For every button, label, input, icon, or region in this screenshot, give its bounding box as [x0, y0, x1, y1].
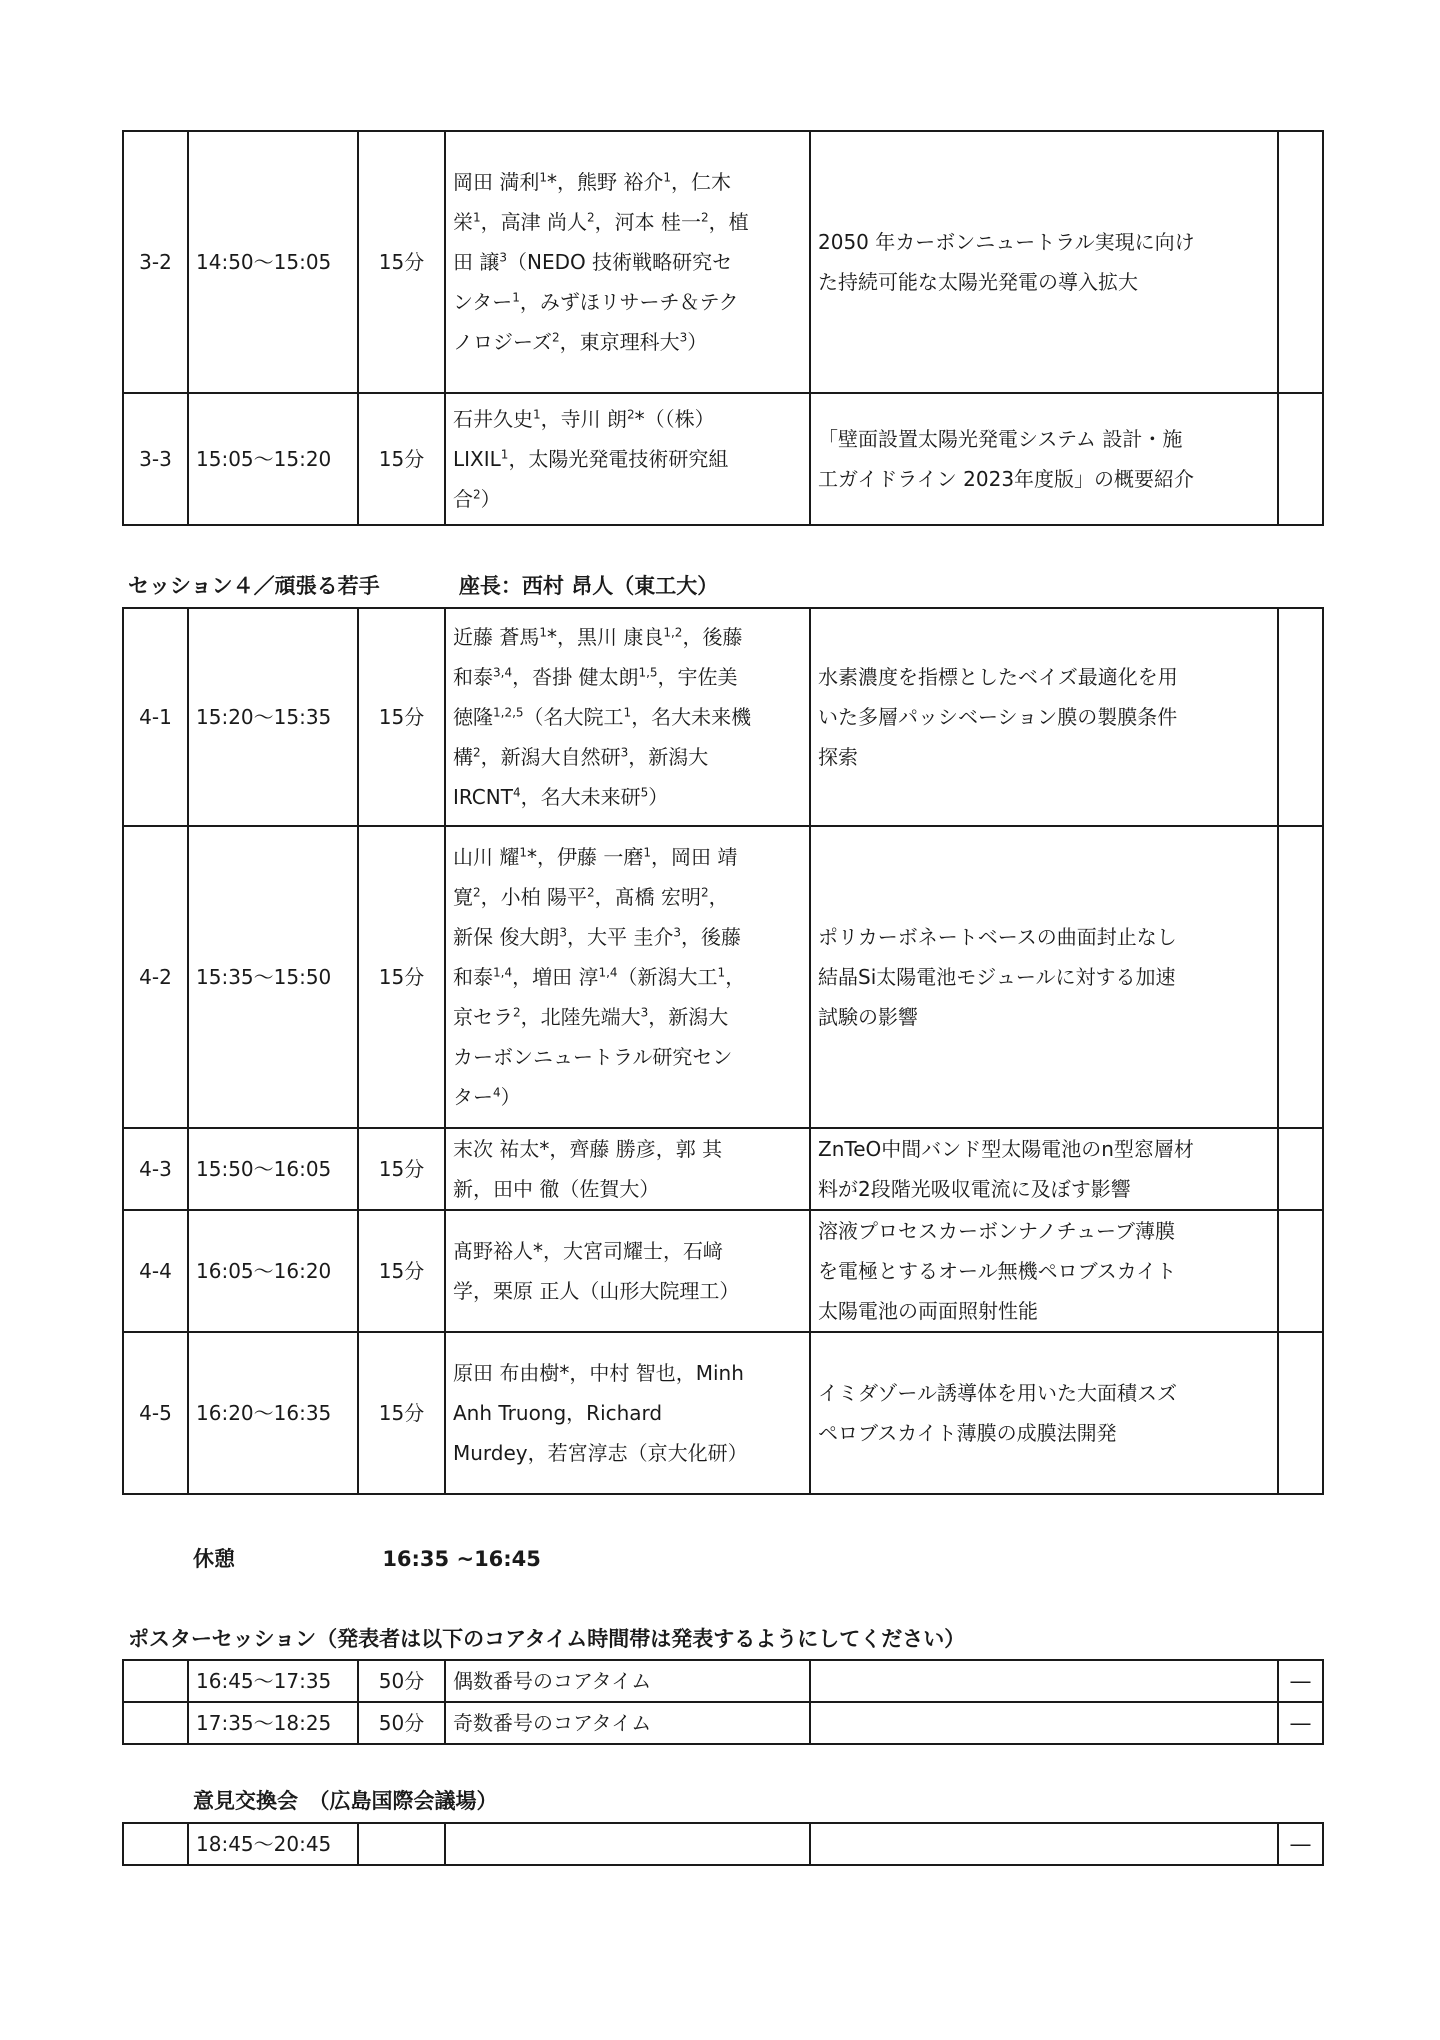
text-line: 溶液プロセスカーボンナノチューブ薄膜	[818, 1219, 1175, 1243]
remark-cell	[1278, 1210, 1323, 1332]
text-segment: ，仁木	[671, 170, 731, 194]
text-line	[453, 1129, 802, 1169]
title-cell	[810, 826, 1278, 1128]
time-slot: 15:20～15:35	[188, 608, 358, 826]
text-segment: 寛	[453, 885, 473, 909]
text-segment: ，太陽光発電技術研究組	[508, 447, 729, 471]
schedule-row	[123, 1823, 1323, 1865]
poster-table	[122, 1659, 1324, 1745]
text-segment: ）	[480, 487, 501, 511]
text-line	[453, 917, 802, 957]
text-segment: ，髙橋 宏明	[594, 885, 701, 909]
text-line: 2050 年カーボンニュートラル実現に向け	[818, 230, 1195, 254]
exchange-heading: 意見交換会 （広島国際会議場）	[193, 1789, 498, 1813]
title-cell	[810, 1660, 1278, 1702]
session3-table	[122, 130, 1324, 526]
remark-cell: ―	[1278, 1702, 1323, 1744]
affiliation-mark: 1,5	[638, 665, 658, 680]
authors-cell	[445, 393, 810, 525]
text-segment: ，名大未来機	[631, 705, 752, 729]
affiliation-mark: 2	[473, 745, 481, 760]
text-segment: ）	[648, 785, 669, 809]
affiliation-mark: 2	[552, 330, 560, 345]
text-segment: 髙野裕人*，大宮司耀士，石﨑	[453, 1239, 723, 1263]
text-segment: ，沓掛 健太朗	[512, 665, 639, 689]
text-segment: *（（株）	[634, 407, 715, 431]
time-slot: 14:50～15:05	[188, 131, 358, 393]
affiliation-mark: 2	[473, 487, 481, 502]
authors-cell	[445, 608, 810, 826]
schedule-row	[123, 1210, 1323, 1332]
title-cell	[810, 131, 1278, 393]
text-segment: 和泰	[453, 965, 493, 989]
break-label: 休憩	[193, 1547, 235, 1571]
talk-id: 3-3	[123, 393, 188, 525]
text-segment: 岡田 満利	[453, 170, 540, 194]
authors-cell	[445, 1823, 810, 1865]
remark-cell	[1278, 393, 1323, 525]
duration: 15分	[358, 131, 445, 393]
text-segment: ，名大未来研	[520, 785, 641, 809]
title-cell	[810, 1823, 1278, 1865]
text-segment: ，岡田 靖	[651, 845, 738, 869]
affiliation-mark: 1	[663, 170, 671, 185]
text-line: 料が2段階光吸収電流に及ぼす影響	[818, 1177, 1131, 1201]
text-line	[453, 957, 802, 997]
text-line	[453, 877, 802, 917]
affiliation-mark: 4	[512, 785, 521, 800]
affiliation-mark: 2	[701, 885, 709, 900]
duration: 15分	[358, 1332, 445, 1494]
text-segment: ，増田 淳	[512, 965, 599, 989]
talk-id	[123, 1660, 188, 1702]
text-line	[453, 1037, 802, 1077]
remark-cell	[1278, 608, 1323, 826]
remark-cell	[1278, 1128, 1323, 1210]
text-line: 工ガイドライン 2023年度版」の概要紹介	[818, 467, 1195, 491]
remark-cell	[1278, 826, 1323, 1128]
text-segment: ，植	[708, 210, 749, 234]
text-line	[453, 162, 802, 202]
text-segment: 田 譲	[453, 250, 500, 274]
time-slot: 16:20～16:35	[188, 1332, 358, 1494]
title-cell	[810, 1210, 1278, 1332]
affiliation-mark: 2	[587, 210, 595, 225]
text-line	[453, 439, 802, 479]
time-slot: 16:45～17:35	[188, 1660, 358, 1702]
duration: 15分	[358, 826, 445, 1128]
schedule-row	[123, 1332, 1323, 1494]
text-segment: 山川 耀	[453, 845, 520, 869]
duration: 15分	[358, 1210, 445, 1332]
affiliation-mark: 1	[717, 965, 726, 980]
text-line	[453, 1393, 802, 1433]
text-segment: 近藤 蒼馬	[453, 625, 540, 649]
text-line: を電極とするオール無機ペロブスカイト	[818, 1259, 1177, 1283]
affiliation-mark: 2	[701, 210, 709, 225]
session4-heading	[128, 572, 718, 600]
authors-cell: 偶数番号のコアタイム	[445, 1660, 810, 1702]
affiliation-mark: 3	[673, 925, 681, 940]
affiliation-mark: 1	[512, 290, 520, 305]
time-slot: 16:05～16:20	[188, 1210, 358, 1332]
text-line: ポリカーボネートベースの曲面封止なし	[818, 925, 1177, 949]
text-segment: 原田 布由樹*，中村 智也，Minh	[453, 1361, 744, 1385]
text-segment: *，伊藤 一磨	[527, 845, 644, 869]
text-segment: ）	[687, 330, 708, 354]
title-cell	[810, 1128, 1278, 1210]
text-line	[453, 282, 802, 322]
authors-cell	[445, 1332, 810, 1494]
text-segment: ，宇佐美	[657, 665, 738, 689]
affiliation-mark: 1	[473, 210, 481, 225]
text-line	[453, 1271, 802, 1311]
text-line: ペロブスカイト薄膜の成膜法開発	[818, 1421, 1117, 1445]
affiliation-mark: 2	[627, 407, 635, 422]
text-line: 試験の影響	[818, 1005, 918, 1029]
text-line	[453, 1169, 802, 1209]
text-segment: ，新潟大	[628, 745, 709, 769]
text-line	[453, 322, 802, 362]
text-segment: 構	[453, 745, 473, 769]
text-line	[453, 479, 802, 519]
text-line: 水素濃度を指標としたベイズ最適化を用	[818, 665, 1178, 689]
text-segment: ，	[708, 885, 729, 909]
affiliation-mark: 3	[499, 250, 507, 265]
text-segment: ノロジーズ	[453, 330, 552, 354]
break-time: 16:35 ~16:45	[382, 1547, 541, 1571]
duration: 15分	[358, 608, 445, 826]
schedule-row	[123, 131, 1323, 393]
text-line	[453, 242, 802, 282]
text-segment: ，	[725, 965, 746, 989]
text-segment: 新保 俊大朗	[453, 925, 560, 949]
text-segment: ，寺川 朗	[540, 407, 627, 431]
title-cell	[810, 393, 1278, 525]
text-segment: ，後藤	[681, 925, 741, 949]
schedule-row	[123, 826, 1323, 1128]
text-segment: ，河本 桂一	[594, 210, 701, 234]
duration: 15分	[358, 393, 445, 525]
affiliation-mark: 2	[473, 885, 481, 900]
text-line: いた多層パッシベーション膜の製膜条件	[818, 705, 1178, 729]
schedule-row	[123, 1660, 1323, 1702]
time-slot: 17:35～18:25	[188, 1702, 358, 1744]
talk-id: 4-2	[123, 826, 188, 1128]
text-segment: Anh Truong，Richard	[453, 1401, 663, 1425]
schedule-row	[123, 1702, 1323, 1744]
text-line	[453, 399, 802, 439]
text-line	[453, 997, 802, 1037]
text-line	[453, 837, 802, 877]
text-segment: ，小柏 陽平	[480, 885, 587, 909]
text-segment: ンター	[453, 290, 513, 314]
text-line	[453, 657, 802, 697]
text-segment: ，新潟大	[648, 1005, 729, 1029]
text-segment: （NEDO 技術戦略研究セ	[507, 250, 733, 274]
text-segment: 和泰	[453, 665, 493, 689]
time-slot: 15:50～16:05	[188, 1128, 358, 1210]
title-cell	[810, 1332, 1278, 1494]
text-segment: カーボンニュートラル研究セン	[453, 1045, 733, 1069]
poster-heading: ポスターセッション（発表者は以下のコアタイム時間帯は発表するようにしてください）	[128, 1627, 966, 1651]
text-segment: 合	[453, 487, 473, 511]
text-segment: 石井久史	[453, 407, 533, 431]
time-slot: 18:45～20:45	[188, 1823, 358, 1865]
text-segment: IRCNT	[453, 785, 513, 809]
authors-cell	[445, 131, 810, 393]
talk-id: 3-2	[123, 131, 188, 393]
affiliation-mark: 3	[559, 925, 567, 940]
text-line: 太陽電池の両面照射性能	[818, 1299, 1038, 1323]
text-line: た持続可能な太陽光発電の導入拡大	[818, 270, 1138, 294]
text-segment: 徳隆	[453, 705, 493, 729]
affiliation-mark: 1	[500, 447, 509, 462]
affiliation-mark: 1	[623, 705, 632, 720]
text-segment: ，大平 圭介	[567, 925, 674, 949]
affiliation-mark: 1,2	[663, 625, 683, 640]
talk-id	[123, 1823, 188, 1865]
text-line	[453, 1231, 802, 1271]
exchange-table	[122, 1822, 1324, 1866]
session4-chair: 座長：西村 昂人（東工大）	[458, 574, 719, 598]
affiliation-mark: 1	[539, 170, 547, 185]
text-segment: ，東京理科大	[559, 330, 680, 354]
text-line	[453, 1433, 802, 1473]
affiliation-mark: 1	[539, 625, 547, 640]
remark-cell	[1278, 131, 1323, 393]
text-line	[453, 202, 802, 242]
text-segment: ，北陸先端大	[520, 1005, 641, 1029]
text-line: 「壁面設置太陽光発電システム 設計・施	[818, 427, 1183, 451]
time-slot: 15:05～15:20	[188, 393, 358, 525]
session4-title: セッション４／頑張る若手	[128, 574, 380, 598]
text-segment: （名大院工	[523, 705, 624, 729]
talk-id: 4-1	[123, 608, 188, 826]
title-cell	[810, 608, 1278, 826]
duration	[358, 1823, 445, 1865]
affiliation-mark: 3	[679, 330, 688, 345]
text-segment: Murdey，若宮淳志（京大化研）	[453, 1441, 748, 1465]
schedule-row	[123, 608, 1323, 826]
text-segment: ，みずほリサーチ＆テク	[519, 290, 739, 314]
text-line	[453, 777, 802, 817]
affiliation-mark: 3	[640, 1005, 649, 1020]
affiliation-mark: 1	[643, 845, 651, 860]
affiliation-mark: 1	[533, 407, 541, 422]
affiliation-mark: 1,4	[493, 965, 513, 980]
authors-cell: 奇数番号のコアタイム	[445, 1702, 810, 1744]
talk-id: 4-4	[123, 1210, 188, 1332]
session4-table	[122, 607, 1324, 1495]
remark-cell: ―	[1278, 1660, 1323, 1702]
affiliation-mark: 2	[513, 1005, 521, 1020]
text-segment: LIXIL	[453, 447, 501, 471]
affiliation-mark: 2	[587, 885, 595, 900]
affiliation-mark: 1,4	[598, 965, 618, 980]
text-segment: ，高津 尚人	[480, 210, 587, 234]
text-segment: 学，栗原 正人（山形大院理工）	[453, 1279, 740, 1303]
text-line	[453, 1353, 802, 1393]
text-segment: 京セラ	[453, 1005, 513, 1029]
title-cell	[810, 1702, 1278, 1744]
remark-cell	[1278, 1332, 1323, 1494]
affiliation-mark: 3,4	[493, 665, 513, 680]
remark-cell: ―	[1278, 1823, 1323, 1865]
text-line	[453, 617, 802, 657]
affiliation-mark: 1	[519, 845, 527, 860]
duration: 50分	[358, 1702, 445, 1744]
affiliation-mark: 4	[493, 1085, 501, 1100]
text-segment: 末次 祐太*，齊藤 勝彦，郭 其	[453, 1137, 723, 1161]
text-segment: *，熊野 裕介	[547, 170, 664, 194]
authors-cell	[445, 1210, 810, 1332]
text-segment: ター	[453, 1085, 493, 1109]
affiliation-mark: 1,2,5	[493, 705, 524, 720]
affiliation-mark: 5	[640, 785, 649, 800]
schedule-row	[123, 1128, 1323, 1210]
text-line	[453, 697, 802, 737]
text-segment: ，新潟大自然研	[480, 745, 621, 769]
duration: 50分	[358, 1660, 445, 1702]
talk-id	[123, 1702, 188, 1744]
schedule-row	[123, 393, 1323, 525]
text-segment: ）	[500, 1085, 521, 1109]
time-slot: 15:35～15:50	[188, 826, 358, 1128]
text-segment: （新潟大工	[617, 965, 718, 989]
authors-cell	[445, 1128, 810, 1210]
text-line	[453, 1077, 802, 1117]
text-line: ZnTeO中間バンド型太陽電池のn型窓層材	[818, 1137, 1194, 1161]
text-line: 探索	[818, 745, 858, 769]
text-line: イミダゾール誘導体を用いた大面積スズ	[818, 1381, 1177, 1405]
talk-id: 4-3	[123, 1128, 188, 1210]
talk-id: 4-5	[123, 1332, 188, 1494]
affiliation-mark: 3	[620, 745, 629, 760]
text-segment: 栄	[453, 210, 473, 234]
authors-cell	[445, 826, 810, 1128]
break-line	[193, 1545, 541, 1573]
text-line: 結晶Si太陽電池モジュールに対する加速	[818, 965, 1176, 989]
text-segment: 新，田中 徹（佐賀大）	[453, 1177, 660, 1201]
text-segment: ，後藤	[682, 625, 743, 649]
duration: 15分	[358, 1128, 445, 1210]
text-line	[453, 737, 802, 777]
text-segment: *，黒川 康良	[547, 625, 664, 649]
